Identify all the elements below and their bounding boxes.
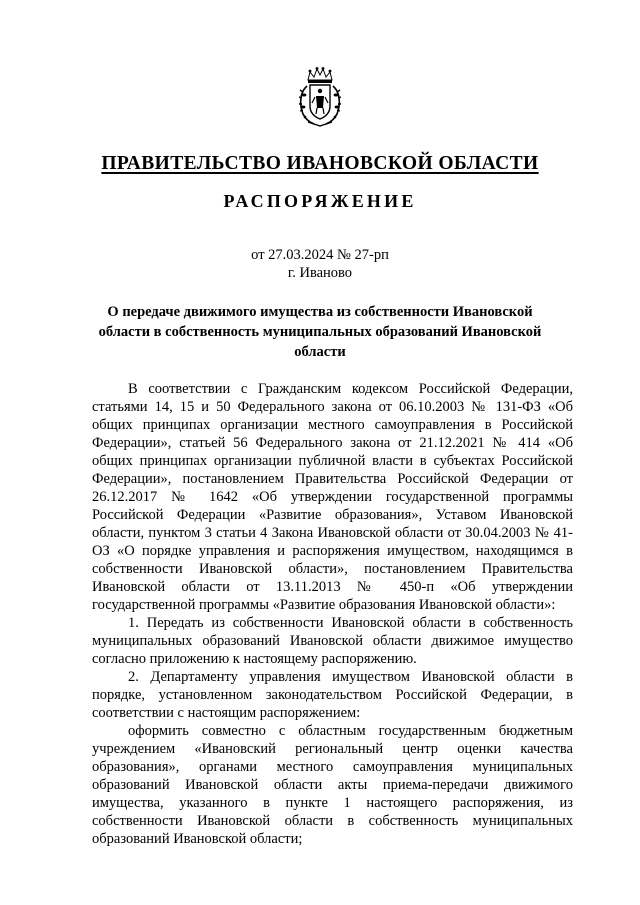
document-city: г. Иваново <box>287 265 353 281</box>
coat-of-arms-icon <box>298 66 342 128</box>
document-body <box>92 380 573 848</box>
document-subject: О передаче движимого имущества из собственности Ивановской области в собственность муниципальных образований Ивановской области <box>98 304 542 360</box>
document-date-number: от 27.03.2024 № 27-рп <box>251 247 389 263</box>
document-type-heading: РАСПОРЯЖЕНИЕ <box>223 191 417 211</box>
item-1-paragraph: 1. Передать из собственности Ивановской области в собственность муниципальных образований Ивановской области движимое имущество согласно приложению к настоящему распоряжению. <box>92 615 573 667</box>
preamble-paragraph: В соответствии с Гражданским кодексом Российской Федерации, статьями 14, 15 и 50 Федерального закона от 06.10.2003 № 131-ФЗ «Об общих принципах организации местного самоуправления в Российской Федерации», статьей 56 Федерального закона от 21.12.2021 № 414 «Об общих принципах организации публичной власти в субъектах Российской Федерации», постановлением Правительства Российской Федерации от 26.12.2017 № 1642 «Об утверждении государственной программы Российской Федерации «Развитие образования», Уставом Ивановской области, пунктом 3 статьи 4 Закона Ивановской области от 30.04.2003 № 41-ОЗ «О порядке управления и распоряжения имуществом, находящимся в собственности Ивановской области», постановлением Правительства Ивановской области от 13.11.2013 № 450-п «Об утверждении государственной программы «Развитие образования Ивановской области»: <box>92 381 573 613</box>
organization-title: ПРАВИТЕЛЬСТВО ИВАНОВСКОЙ ОБЛАСТИ <box>101 153 539 174</box>
item-2-paragraph: 2. Департаменту управления имуществом Ивановской области в порядке, установленном законодательством Российской Федерации, в соответствии с настоящим распоряжением: <box>92 669 573 721</box>
item-2-subparagraph: оформить совместно с областным государственным бюджетным учреждением «Ивановский региональный центр оценки качества образования», органами местного самоуправления муниципальных образований Ивановской области акты приема-передачи движимого имущества, указанного в пункте 1 настоящего распоряжения, из собственности Ивановской области в собственность муниципальных образований Ивановской области; <box>92 723 573 847</box>
